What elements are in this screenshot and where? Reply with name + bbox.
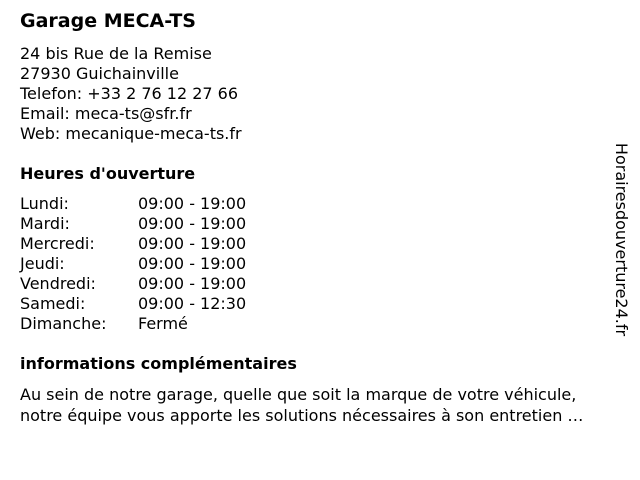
additional-info-text: [20, 384, 635, 426]
contact-block: [20, 44, 242, 144]
address-street: 24 bis Rue de la Remise: [20, 44, 212, 63]
day-label: Mardi:: [20, 214, 70, 233]
business-name: Garage MECA-TS: [20, 10, 196, 32]
time-range: 09:00 - 12:30: [138, 294, 247, 313]
phone-number: Telefon: +33 2 76 12 27 66: [20, 84, 239, 103]
site-credit: [612, 135, 632, 343]
day-label: Mercredi:: [20, 234, 95, 253]
time-range: 09:00 - 19:00: [138, 274, 247, 293]
day-label: Samedi:: [20, 294, 86, 313]
info-line: notre équipe vous apporte les solutions nécessaires à son entretien …: [20, 406, 584, 425]
time-range: 09:00 - 19:00: [138, 234, 247, 253]
info-line: Au sein de notre garage, quelle que soit la marque de votre véhicule,: [20, 385, 577, 404]
opening-hours-heading: Heures d'ouverture: [20, 164, 196, 183]
day-label: Lundi:: [20, 194, 69, 213]
email-address: Email: meca-ts@sfr.fr: [20, 104, 192, 123]
additional-info-heading: informations complémentaires: [20, 354, 297, 373]
time-range: Fermé: [138, 314, 188, 333]
address-city: 27930 Guichainville: [20, 64, 179, 83]
website: Web: mecanique-meca-ts.fr: [20, 124, 242, 143]
time-range: 09:00 - 19:00: [138, 194, 247, 213]
time-range: 09:00 - 19:00: [138, 254, 247, 273]
day-label: Dimanche:: [20, 314, 107, 333]
time-range: 09:00 - 19:00: [138, 214, 247, 233]
day-label: Vendredi:: [20, 274, 96, 293]
site-credit-text: Horairesdouverture24.fr: [612, 142, 632, 336]
day-label: Jeudi:: [20, 254, 65, 273]
